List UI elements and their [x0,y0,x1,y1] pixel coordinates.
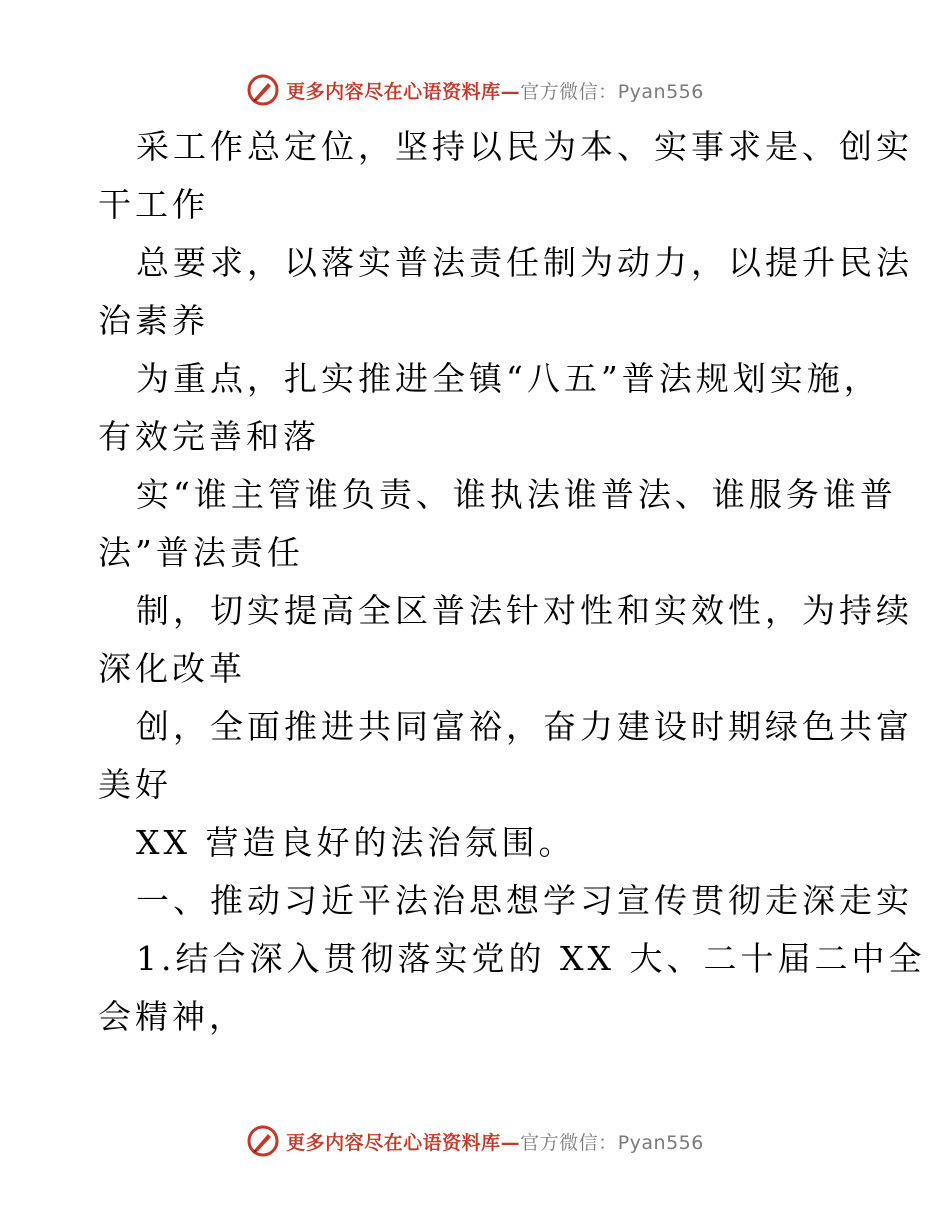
header-banner [0,70,950,110]
pen-logo-icon [246,1124,280,1158]
footer-site-text: 更多内容尽在心语资料库— [286,1131,521,1154]
paragraph-line: 为重点，扎实推进全镇“八五”普法规划实施， [136,359,881,398]
paragraph-line: 干工作 [98,185,209,224]
paragraph-line: 治素养 [98,301,209,340]
header-banner-text [286,77,704,104]
paragraph-line: 法”普法责任 [98,533,304,572]
paragraph-line: 美好 [98,765,172,804]
pen-logo-icon [246,73,280,107]
footer-banner [0,1121,950,1161]
paragraph-line: 创，全面推进共同富裕，奋力建设时期绿色共富 [136,707,913,746]
footer-banner-text [286,1128,704,1155]
paragraph-line: 实“谁主管谁负责、谁执法谁普法、谁服务谁普 [136,475,897,514]
paragraph-line: 深化改革 [98,649,246,688]
header-site-text: 更多内容尽在心语资料库— [286,80,521,103]
paragraph-line: 总要求，以落实普法责任制为动力，以提升民法 [136,243,913,282]
paragraph-line: XX 营造良好的法治氛围。 [136,823,576,862]
footer-wechat-id: Pyan556 [617,1131,704,1154]
paragraph-line: 1.结合深入贯彻落实党的 XX 大、二十届二中全 [136,939,926,978]
document-body [98,118,926,1046]
header-wechat-label: 官方微信： [520,80,618,103]
paragraph-line: 会精神， [98,997,246,1036]
section-heading: 一、推动习近平法治思想学习宣传贯彻走深走实 [136,881,913,920]
header-wechat-id: Pyan556 [617,80,704,103]
footer-wechat-label: 官方微信： [520,1131,618,1154]
paragraph-line: 制，切实提高全区普法针对性和实效性，为持续 [136,591,913,630]
paragraph-line: 采工作总定位，坚持以民为本、实事求是、创实 [136,127,913,166]
paragraph-line: 有效完善和落 [98,417,320,456]
